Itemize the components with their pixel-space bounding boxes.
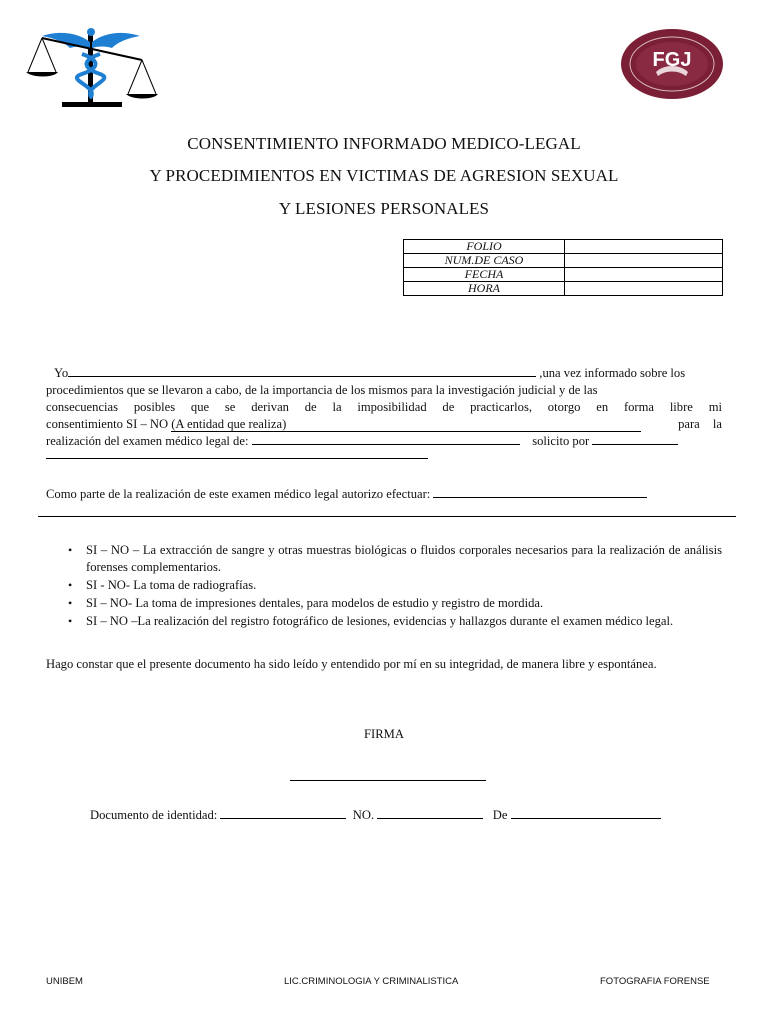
num-caso-label: NUM.DE CASO: [404, 254, 565, 268]
footer-left: UNIBEM: [46, 976, 83, 987]
option-xray-text: • SI - NO- La toma de radiografías.: [86, 578, 257, 592]
fecha-value[interactable]: [565, 268, 723, 282]
table-row: [404, 282, 723, 296]
authorize-field-continuation[interactable]: [38, 516, 736, 517]
table-row: [404, 254, 723, 268]
after-name-text: ,una vez informado sobre los: [539, 366, 686, 380]
option-photo-text: • SI – NO –La realización del registro fotográfico de lesiones, evidencias y hallazgos durante el examen médico legal.: [86, 614, 674, 628]
fgj-seal-text: FGJ: [652, 49, 692, 71]
solicito-label: solicito por: [532, 434, 590, 448]
yo-label: Yo: [54, 366, 69, 380]
num-caso-value[interactable]: [565, 254, 723, 268]
para-la-text: para la: [678, 417, 722, 431]
identity-de-label: De: [492, 808, 508, 822]
option-dental-text: • SI – NO- La toma de impresiones dentales, para modelos de estudio y registro de mordida.: [86, 596, 544, 610]
title-line-3: Y LESIONES PERSONALES: [278, 199, 490, 218]
list-item[interactable]: [46, 613, 722, 630]
consent-line-3: consecuencias posibles que se derivan de la imposibilidad de practicarlos, otorgo en forma libre mi: [46, 400, 722, 414]
hora-label: HORA: [404, 282, 565, 296]
list-item[interactable]: [46, 542, 722, 576]
table-row: [404, 240, 723, 254]
list-item[interactable]: [46, 595, 722, 612]
footer-right: FOTOGRAFIA FORENSE: [600, 976, 710, 987]
signature-label: FIRMA: [364, 727, 404, 741]
title-line-2: Y PROCEDIMIENTOS EN VICTIMAS DE AGRESION SEXUAL: [149, 166, 619, 185]
caduceus-scales-icon: [24, 24, 164, 110]
table-row: [404, 268, 723, 282]
si-no-consent-text: consentimiento SI – NO: [46, 417, 169, 431]
folio-value[interactable]: [565, 240, 723, 254]
fecha-label: FECHA: [404, 268, 565, 282]
procedures-list: [46, 542, 722, 631]
exam-field[interactable]: [252, 434, 520, 445]
requester-field[interactable]: [592, 434, 678, 445]
list-item[interactable]: [46, 577, 722, 594]
authorize-field[interactable]: [433, 487, 647, 498]
title-line-1: CONSENTIMIENTO INFORMADO MEDICO-LEGAL: [187, 134, 581, 153]
fgj-seal-icon: [620, 28, 724, 100]
identity-doc-field[interactable]: [220, 808, 346, 819]
identity-doc-label: Documento de identidad:: [90, 808, 218, 822]
authorize-line: [46, 486, 736, 503]
identity-de-field[interactable]: [511, 808, 661, 819]
consent-line-2: procedimientos que se llevaron a cabo, de la importancia de los mismos para la investigación judicial y de las: [46, 383, 598, 397]
identity-no-label: NO.: [352, 808, 375, 822]
signature-line[interactable]: [290, 780, 486, 781]
identity-line: [90, 807, 661, 824]
name-field[interactable]: [68, 366, 536, 377]
option-blood-text: • SI – NO – La extracción de sangre y otras muestras biológicas o fluidos corporales necesarios para la realización de análisis forenses complementarios.: [86, 543, 722, 574]
identity-no-field[interactable]: [377, 808, 483, 819]
footer-center: LIC.CRIMINOLOGIA Y CRIMINALISTICA: [284, 976, 459, 987]
requester-field-continuation[interactable]: [46, 458, 428, 459]
consent-line-4: [46, 416, 722, 433]
folio-label: FOLIO: [404, 240, 565, 254]
case-info-table: [403, 239, 723, 296]
declaration-text: Hago constar que el presente documento ha sido leído y entendido por mí en su integridad, de manera libre y espontánea.: [46, 657, 657, 671]
entity-hint: (A entidad que realiza): [171, 417, 287, 431]
exam-label: realización del examen médico legal de:: [46, 434, 249, 448]
authorize-text: Como parte de la realización de este examen médico legal autorizo efectuar:: [46, 487, 431, 501]
entity-field[interactable]: [171, 417, 641, 432]
consent-line-1: [54, 365, 724, 382]
hora-value[interactable]: [565, 282, 723, 296]
consent-line-5: [46, 433, 726, 450]
